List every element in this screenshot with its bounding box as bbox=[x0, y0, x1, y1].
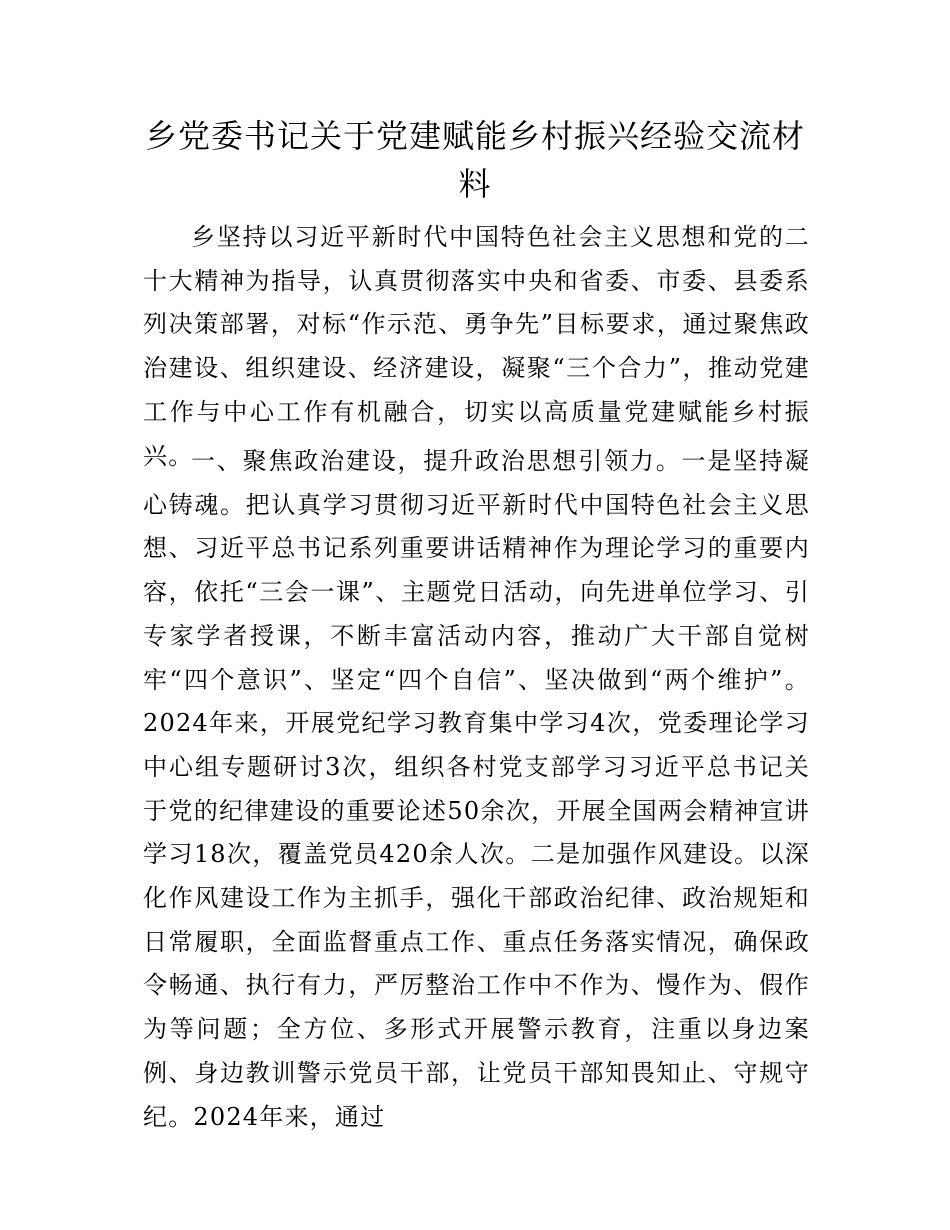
document-title: 乡党委书记关于党建赋能乡村振兴经验交流材料 bbox=[144, 117, 805, 203]
paragraph-intro: 乡坚持以习近平新时代中国特色社会主义思想和党的二十大精神为指导，认真贯彻落实中央和省委、市委、县委系列决策部署，对标“作示范、勇争先”目标要求，通过聚焦政治建设、组织建设、经济建设，凝聚“三个合力”，推动党建工作与中心工作有机融合，切实以高质量党建赋能乡村振兴。 bbox=[143, 223, 810, 470]
paragraph-political-building: 一、聚焦政治建设，提升政治思想引领力。一是坚持凝心铸魂。把认真学习贯彻习近平新时代中国特色社会主义思想、习近平总书记系列重要讲话精神作为理论学习的重要内容，依托“三会一课”、主题党日活动，向先进单位学习、引专家学者授课，不断丰富活动内容，推动广大干部自觉树牢“四个意识”、坚定“四个自信”、坚决做到“两个维护”。2024年来，开展党纪学习教育集中学习4次，党委理论学习中心组专题研讨3次，组织各村党支部学习习近平总书记关于党的纪律建设的重要论述50余次，开展全国两会精神宣讲学习18次，覆盖党员420余人次。二是加强作风建设。以深化作风建设工作为主抓手，强化干部政治纪律、政治规矩和日常履职，全面监督重点工作、重点任务落实情况，确保政令畅通、执行有力，严厉整治工作中不作为、慢作为、假作为等问题；全方位、多形式开展警示教育，注重以身边案例、身边教训警示党员干部，让党员干部知畏知止、守规守纪。2024年来，通过 bbox=[143, 447, 810, 1131]
